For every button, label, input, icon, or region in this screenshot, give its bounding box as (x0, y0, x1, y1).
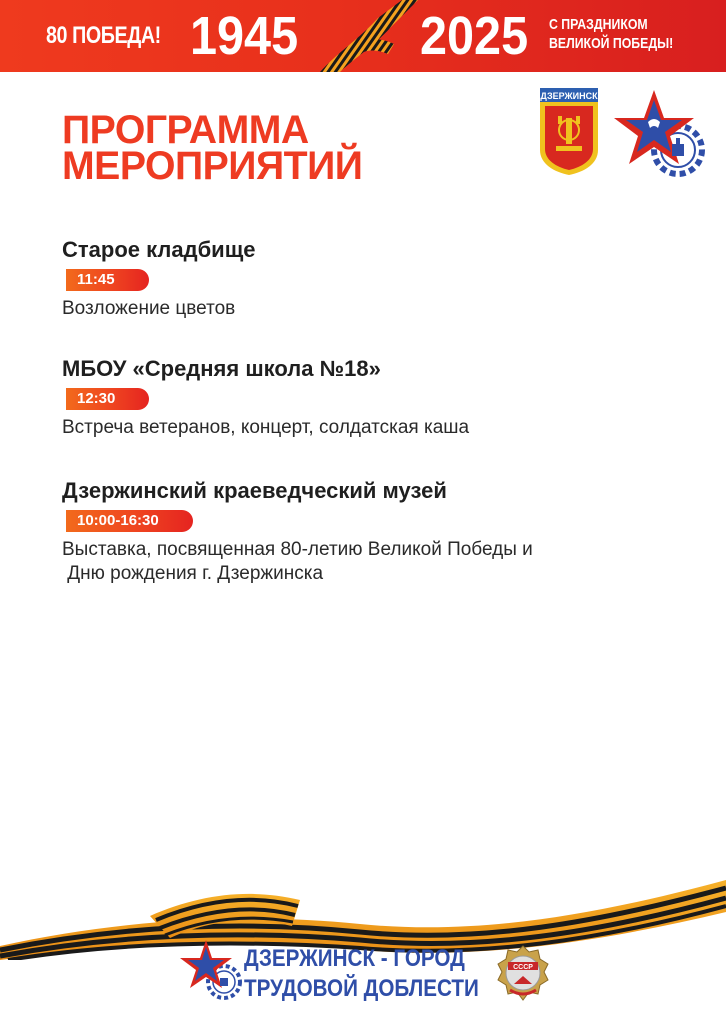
event-time-badge: 12:30 (66, 388, 149, 410)
event-time-badge: 11:45 (66, 269, 149, 291)
star-gear-logo-icon (614, 88, 710, 180)
event-time-badge: 10:00-16:30 (66, 510, 193, 532)
footer-line1: ДЗЕРЖИНСК - ГОРОД (244, 945, 465, 972)
title-line1: ПРОГРАММА (62, 108, 309, 152)
anniversary-label: 80 ПОБЕДА! (46, 22, 161, 49)
event-description: Возложение цветов (62, 298, 236, 319)
event-2 (62, 355, 469, 440)
event-description (62, 538, 533, 586)
year-end: 2025 (420, 6, 529, 66)
greeting (549, 15, 673, 53)
footer-slogan (244, 944, 479, 1004)
greeting-line1: С ПРАЗДНИКОМ (549, 16, 648, 33)
event-place: Дзержинский краеведческий музей (62, 478, 447, 503)
greeting-line2: ВЕЛИКОЙ ПОБЕДЫ! (549, 35, 674, 52)
st-george-ribbon-icon (318, 0, 418, 72)
event-description: Встреча ветеранов, концерт, солдатская каша (62, 417, 470, 438)
event-place: МБОУ «Средняя школа №18» (62, 356, 381, 381)
footer-star-logo-icon (180, 938, 242, 1000)
event-1 (62, 236, 256, 321)
labor-order-badge-icon (496, 944, 550, 1002)
footer-line2: ТРУДОВОЙ ДОБЛЕСТИ (244, 975, 479, 1002)
title-line2: МЕРОПРИЯТИЙ (62, 144, 363, 188)
header-banner (0, 0, 726, 72)
page-title (62, 108, 363, 188)
year-start: 1945 (190, 6, 299, 66)
event-description-line1: Выставка, посвященная 80-летию Великой Победы и (62, 539, 533, 560)
order-label: СССР (513, 964, 533, 971)
event-3 (62, 477, 533, 586)
coat-of-arms-label: ДЗЕРЖИНСК (540, 91, 598, 101)
coat-of-arms-icon (538, 86, 600, 176)
event-description-line2: Дню рождения г. Дзержинска (62, 563, 324, 584)
event-place: Старое кладбище (62, 237, 256, 262)
